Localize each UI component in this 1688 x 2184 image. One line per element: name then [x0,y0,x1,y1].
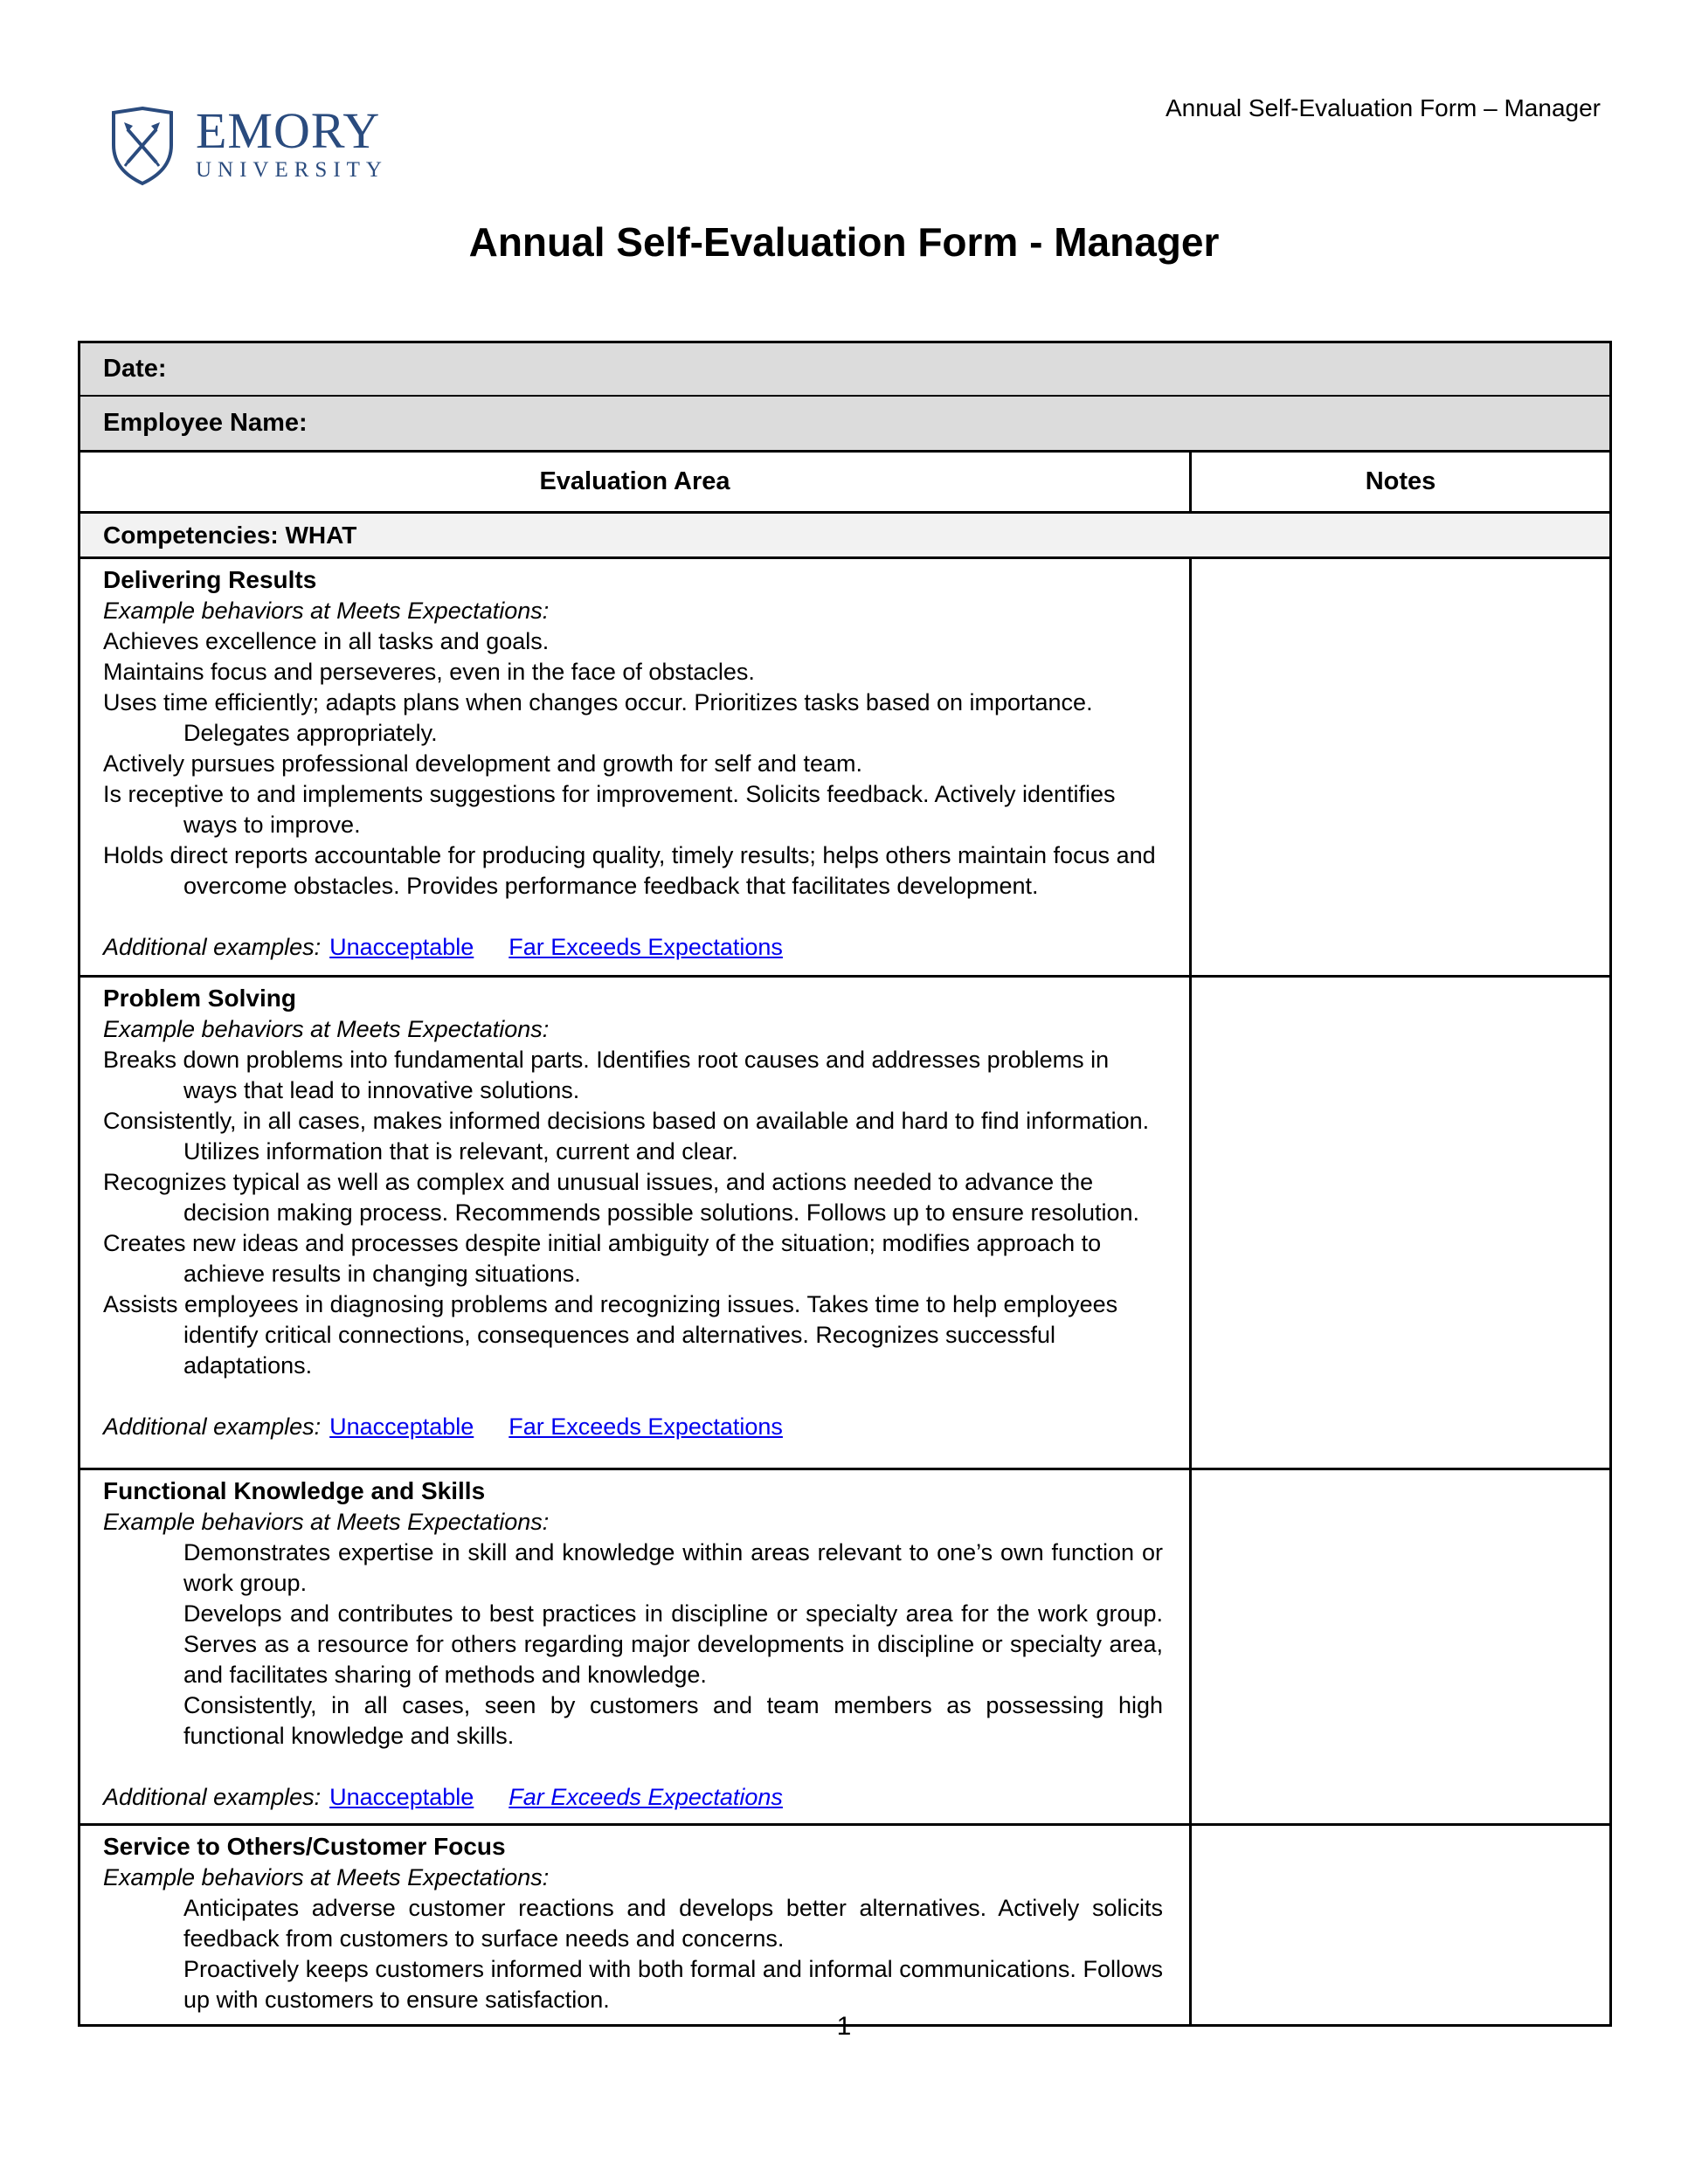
behavior-paragraph: Is receptive to and implements suggestions for improvement. Solicits feedback. Actively identifies ways to improve. [103,781,1116,838]
section-intro: Example behaviors at Meets Expectations: [103,1864,550,1890]
notes-header: Notes [1365,467,1436,495]
behavior-paragraph: Consistently, in all cases, seen by customers and team members as possessing high functional knowledge and skills. [183,1692,1163,1749]
behavior-paragraph: Anticipates adverse customer reactions and develops better alternatives. Actively solicits feedback from customers to surface needs and concerns. [183,1895,1163,1952]
section-title: Problem Solving [103,985,296,1012]
additional-examples-row [103,1412,1163,1442]
additional-examples-label: Additional examples: [103,934,322,960]
far-exceeds-expectations-link[interactable]: Far Exceeds Expectations [508,934,783,960]
behavior-paragraph: Proactively keeps customers informed with both formal and informal communications. Follows up with customers to ensure satisfaction. [183,1956,1163,2013]
emory-shield-icon [108,105,176,187]
date-row[interactable] [80,343,1609,395]
competencies-header-label: Competencies: WHAT [103,521,357,549]
notes-cell [1192,1826,1609,2024]
evaluation-area-cell [80,1826,1192,2024]
emory-wordmark-block [196,102,388,183]
page-title: Annual Self-Evaluation Form - Manager [468,219,1220,265]
unacceptable-link[interactable]: Unacceptable [329,934,474,960]
behavior-paragraph: Uses time efficiently; adapts plans when changes occur. Prioritizes tasks based on importance. Delegates appropriately. [103,689,1093,746]
section-rows-container [80,556,1609,2024]
section-intro: Example behaviors at Meets Expectations: [103,1016,550,1042]
section-title: Service to Others/Customer Focus [103,1833,506,1860]
behavior-paragraph: Actively pursues professional development and growth for self and team. [103,750,862,777]
behavior-paragraph: Develops and contributes to best practices in discipline or specialty area for the work group. Serves as a resource for others regarding major developments in discipline or specialty area, and facilitates sharing of methods and knowledge. [183,1600,1163,1688]
notes-cell [1192,559,1609,975]
behavior-paragraph: Consistently, in all cases, makes informed decisions based on available and hard to find information. Utilizes information that is relevant, current and clear. [103,1108,1150,1165]
page-number: 1 [836,2012,852,2041]
emory-logo [108,102,388,187]
running-header: Annual Self-Evaluation Form – Manager [1165,94,1601,121]
behavior-paragraph: Maintains focus and perseveres, even in the face of obstacles. [103,659,755,685]
behavior-paragraph: Demonstrates expertise in skill and knowledge within areas relevant to one’s own function or work group. [183,1539,1163,1596]
additional-examples-row [103,1782,1163,1813]
section-title: Functional Knowledge and Skills [103,1477,486,1504]
unacceptable-link[interactable]: Unacceptable [329,1413,474,1440]
date-label: Date: [103,355,167,383]
notes-cell [1192,1470,1609,1823]
section-title: Delivering Results [103,566,317,593]
evaluation-form-table [78,341,1612,2027]
section-row [80,556,1609,975]
emory-university-subtext: UNIVERSITY [196,158,388,182]
additional-examples-row [103,932,1163,963]
evaluation-area-header: Evaluation Area [80,453,1192,511]
additional-examples-label: Additional examples: [103,1784,322,1810]
behavior-paragraph: Assists employees in diagnosing problems and recognizing issues. Takes time to help employees identify critical connections, consequences and alternatives. Recognizes successful adaptations. [103,1291,1118,1379]
behavior-paragraph: Achieves excellence in all tasks and goals. [103,628,550,654]
emory-wordmark: EMORY [196,102,381,159]
employee-name-label: Employee Name: [103,409,308,437]
behavior-paragraph: Creates new ideas and processes despite initial ambiguity of the situation; modifies approach to achieve results in changing situations. [103,1230,1102,1287]
section-intro: Example behaviors at Meets Expectations: [103,1509,550,1535]
section-row [80,1823,1609,2024]
notes-cell [1192,978,1609,1468]
evaluation-area-cell [80,978,1192,1468]
competencies-header-row [80,511,1609,556]
evaluation-area-cell [80,1470,1192,1823]
behavior-paragraph: Breaks down problems into fundamental parts. Identifies root causes and addresses problems in ways that lead to innovative solutions. [103,1047,1110,1103]
additional-examples-label: Additional examples: [103,1413,322,1440]
section-intro: Example behaviors at Meets Expectations: [103,598,550,624]
section-row [80,975,1609,1468]
column-header-row [80,450,1609,511]
section-row [80,1468,1609,1823]
unacceptable-link[interactable]: Unacceptable [329,1784,474,1810]
behavior-paragraph: Recognizes typical as well as complex and unusual issues, and actions needed to advance the decision making process. Recommends possible solutions. Follows up to ensure resolution. [103,1169,1140,1226]
far-exceeds-expectations-link[interactable]: Far Exceeds Expectations [508,1413,783,1440]
far-exceeds-expectations-link[interactable]: Far Exceeds Expectations [508,1784,783,1810]
employee-name-row[interactable] [80,395,1609,450]
evaluation-area-cell [80,559,1192,975]
behavior-paragraph: Holds direct reports accountable for producing quality, timely results; helps others maintain focus and overcome obstacles. Provides performance feedback that facilitates development. [103,842,1156,899]
